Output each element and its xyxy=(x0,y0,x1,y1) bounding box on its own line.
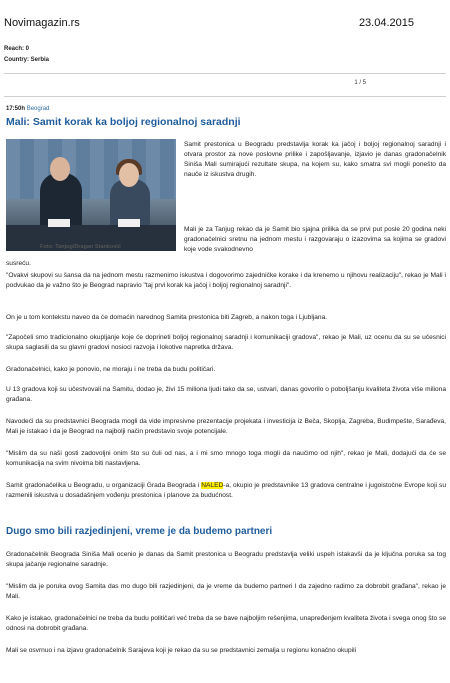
article-paragraph: "Mislim da su naši gosti zadovoljni onim što su čuli od nas, a i mi smo mnogo toga mogli da naučimo od njih", rekao je Mali, dodajući da će se komunikacija na svim nivoima biti nastavljena. xyxy=(6,450,446,467)
article-timestamp xyxy=(6,106,49,112)
article-photo xyxy=(6,139,176,251)
divider xyxy=(4,73,446,74)
article-paragraph: "Započeli smo tradicionalno okupljanje koje će doprineti boljoj regionalnoj saradnji i komunikaciji gradova", rekao je Mali, uz ocenu da su se učesnici skupa saglasili da su glavni gradovi nosioci razvoja i lokotive napretka država. xyxy=(6,334,446,351)
article-paragraph: U 13 gradova koji su učestvovali na Samitu, dodao je, živi 15 miliona ljudi tako da se, ustvari, danas govorilo o poboljšanju kvaliteta života više miliona građana. xyxy=(6,386,446,403)
paragraph-text: Samit gradonačelika u Beogradu, u organizaciji Grada Beograda i xyxy=(6,482,202,489)
photo-name-card xyxy=(118,219,140,227)
article-paragraph: Samit prestonica u Beogradu predstavlja korak ka jačoj i boljoj regionalnoj saradnji i otvara prostor za nove poslovne prilike i zapošljavanje, izjavio je danas gradonačelnik Siniša Mali sumirajući rezultate skupa, na kojem su, kako smatra svi mogli ponešto da nauče iz iskustva drugih. xyxy=(184,141,446,178)
photo-person-left-head xyxy=(50,157,70,181)
article-paragraph: "Ovakvi skupovi su šansa da na jednom mestu razmenimo iskustva i dogovorimo zajedničke korake i da krenemo u njihovu realizaciju", rekao je Mali i podvukao da je važno što je Beograd napravio "taj prvi korak ka jačoj i boljoj regionalnoj saradnji". xyxy=(6,272,446,289)
highlighted-term: NALED xyxy=(201,482,224,489)
article-title: Mali: Samit korak ka boljoj regionalnoj saradnji xyxy=(6,116,241,128)
paragraph-text: -a, okupio je predstavnike 13 gradova centralne i jugoistočne Evrope koji su razmenili iskustva u dosadašnjem vođenju prestonica i planove za budućnost. xyxy=(6,482,446,499)
divider xyxy=(4,96,446,97)
article-paragraph-continued: susreću. xyxy=(6,260,31,267)
country-label: Country: Serbia xyxy=(4,57,50,63)
reach-label: Reach: 0 xyxy=(4,46,30,52)
article-paragraph: Gradonačelnik Beograda Siniša Mali ocenio je danas da Samit prestonica u Beogradu predstavlja veliki uspeh istakavši da je ključna poruka sa tog skupa jačanje regionalne saradnje. xyxy=(6,551,446,568)
article-paragraph: "Mislim da je poruka ovog Samita das mo dugo bili razjedinjeni, da je vreme da budemo partneri I da zajedno radimo za dobrobit građana", rekao je Mali. xyxy=(6,583,446,600)
photo-backdrop xyxy=(6,139,176,199)
article-paragraph xyxy=(6,481,446,501)
article-paragraph: Mali je za Tanjug rekao da je Samit bio sjajna prilika da se prvi put posle 20 godina neki gradonačelnici sretnu na jednom mestu i razgovaraju o izazovima sa kojima se gradovi koje vode svakodnevno xyxy=(184,226,446,253)
article-location: Beograd xyxy=(26,106,50,112)
article-paragraph: Gradonačelnici, kako je ponovio, ne moraju i ne treba da budu političari. xyxy=(6,366,216,373)
photo-name-card xyxy=(48,219,70,227)
article-paragraph: Kako je istakao, gradonačelnici ne treba da budu političari već treba da se bave najboljim rešenjima, unapređenjem kvaliteta života i svega onog što se odnosi na dobrobit građana. xyxy=(6,615,446,632)
article-paragraph: Mali se osvrnuo i na izjavu gradonačelnik Sarajeva koji je rekao da su se predstavnici zemalja u regionu konačno okupili xyxy=(6,647,357,654)
page-counter: 1 / 5 xyxy=(354,80,366,86)
page-header xyxy=(0,0,450,40)
publication-date: 23.04.2015 xyxy=(358,17,414,29)
photo-person-right-head xyxy=(119,163,139,187)
site-name: Novimagazin.rs xyxy=(4,17,80,29)
article-time: 17:50h xyxy=(6,106,26,112)
article-paragraph: On je u tom kontekstu naveo da će domaćin narednog Samita prestonica biti Zagreb, a nakon toga i Ljubljana. xyxy=(6,314,328,321)
section-heading: Dugo smo bili razjedinjeni, vreme je da budemo partneri xyxy=(6,526,273,537)
article-paragraph: Navodeći da su predstavnici Beograda mogli da vide impresivne prezentacije projekata i investicija iz Beča, Skoplja, Zagreba, Budimpešte, Sarađeva, Mali je istakao i da je Beograd na najbolji način predstavio svoje potencijale. xyxy=(6,418,446,435)
photo-caption: Foto: Tanjug/Dragan Stanković xyxy=(40,244,121,250)
